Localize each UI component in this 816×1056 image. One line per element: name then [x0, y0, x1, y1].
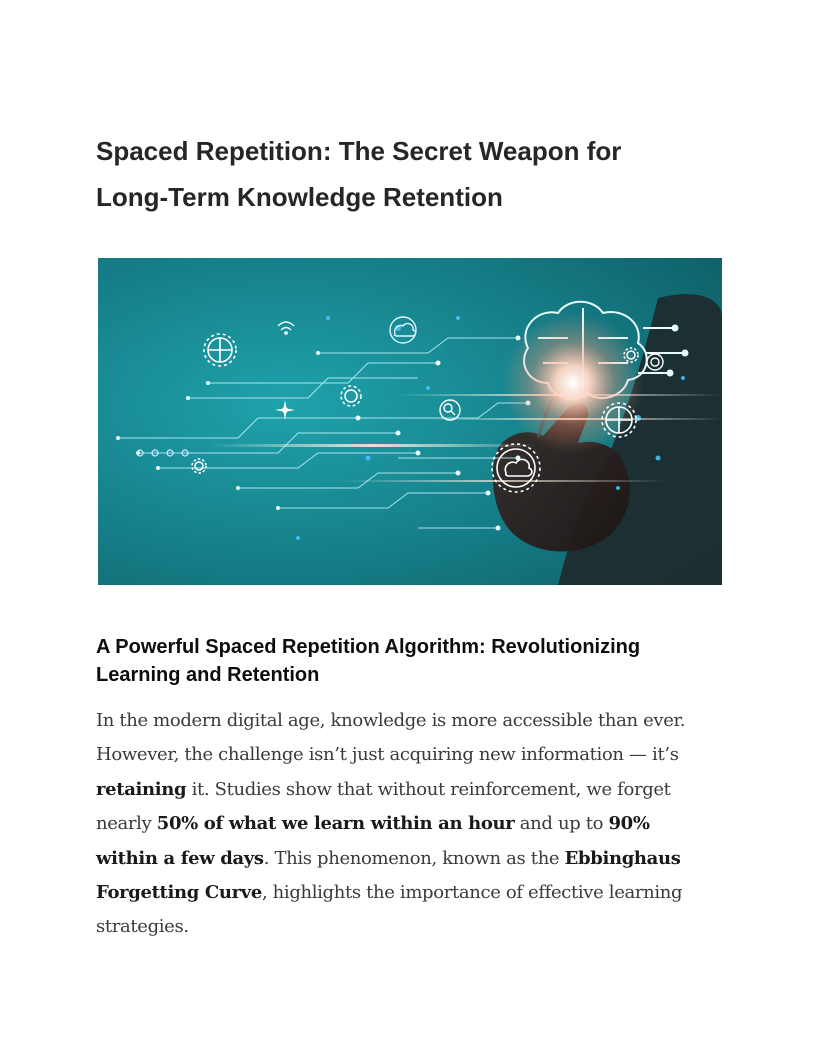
section-heading	[96, 633, 736, 689]
emphasis-90-percent: 90%	[608, 813, 650, 835]
page-title	[96, 128, 736, 220]
section-heading-line-1: A Powerful Spaced Repetition Algorithm: Revolutionizing	[96, 636, 641, 658]
emphasis-forgetting-curve: Forgetting Curve	[96, 882, 262, 904]
paragraph-line: retaining it. Studies show that without reinforcement, we forget	[96, 778, 671, 800]
emphasis-ebbinghaus: Ebbinghaus	[564, 847, 681, 869]
intro-paragraph	[96, 704, 726, 945]
emphasis-50-percent: 50% of what we learn within an hour	[156, 813, 515, 835]
hero-image	[98, 258, 722, 585]
paragraph-line: Forgetting Curve, highlights the importance of effective learning	[96, 882, 683, 904]
emphasis-few-days: within a few days	[96, 847, 264, 869]
emphasis-retaining: retaining	[96, 778, 187, 800]
page-title-line-2: Long-Term Knowledge Retention	[96, 182, 503, 212]
page-title-line-1: Spaced Repetition: The Secret Weapon for	[96, 136, 622, 166]
section-heading-line-2: Learning and Retention	[96, 664, 320, 686]
paragraph-line: strategies.	[96, 916, 189, 938]
paragraph-line: However, the challenge isn’t just acquiring new information — it’s	[96, 744, 679, 766]
paragraph-line: within a few days. This phenomenon, known as the Ebbinghaus	[96, 847, 681, 869]
paragraph-line: In the modern digital age, knowledge is more accessible than ever.	[96, 710, 686, 731]
paragraph-line: nearly 50% of what we learn within an hour and up to 90%	[96, 813, 650, 835]
